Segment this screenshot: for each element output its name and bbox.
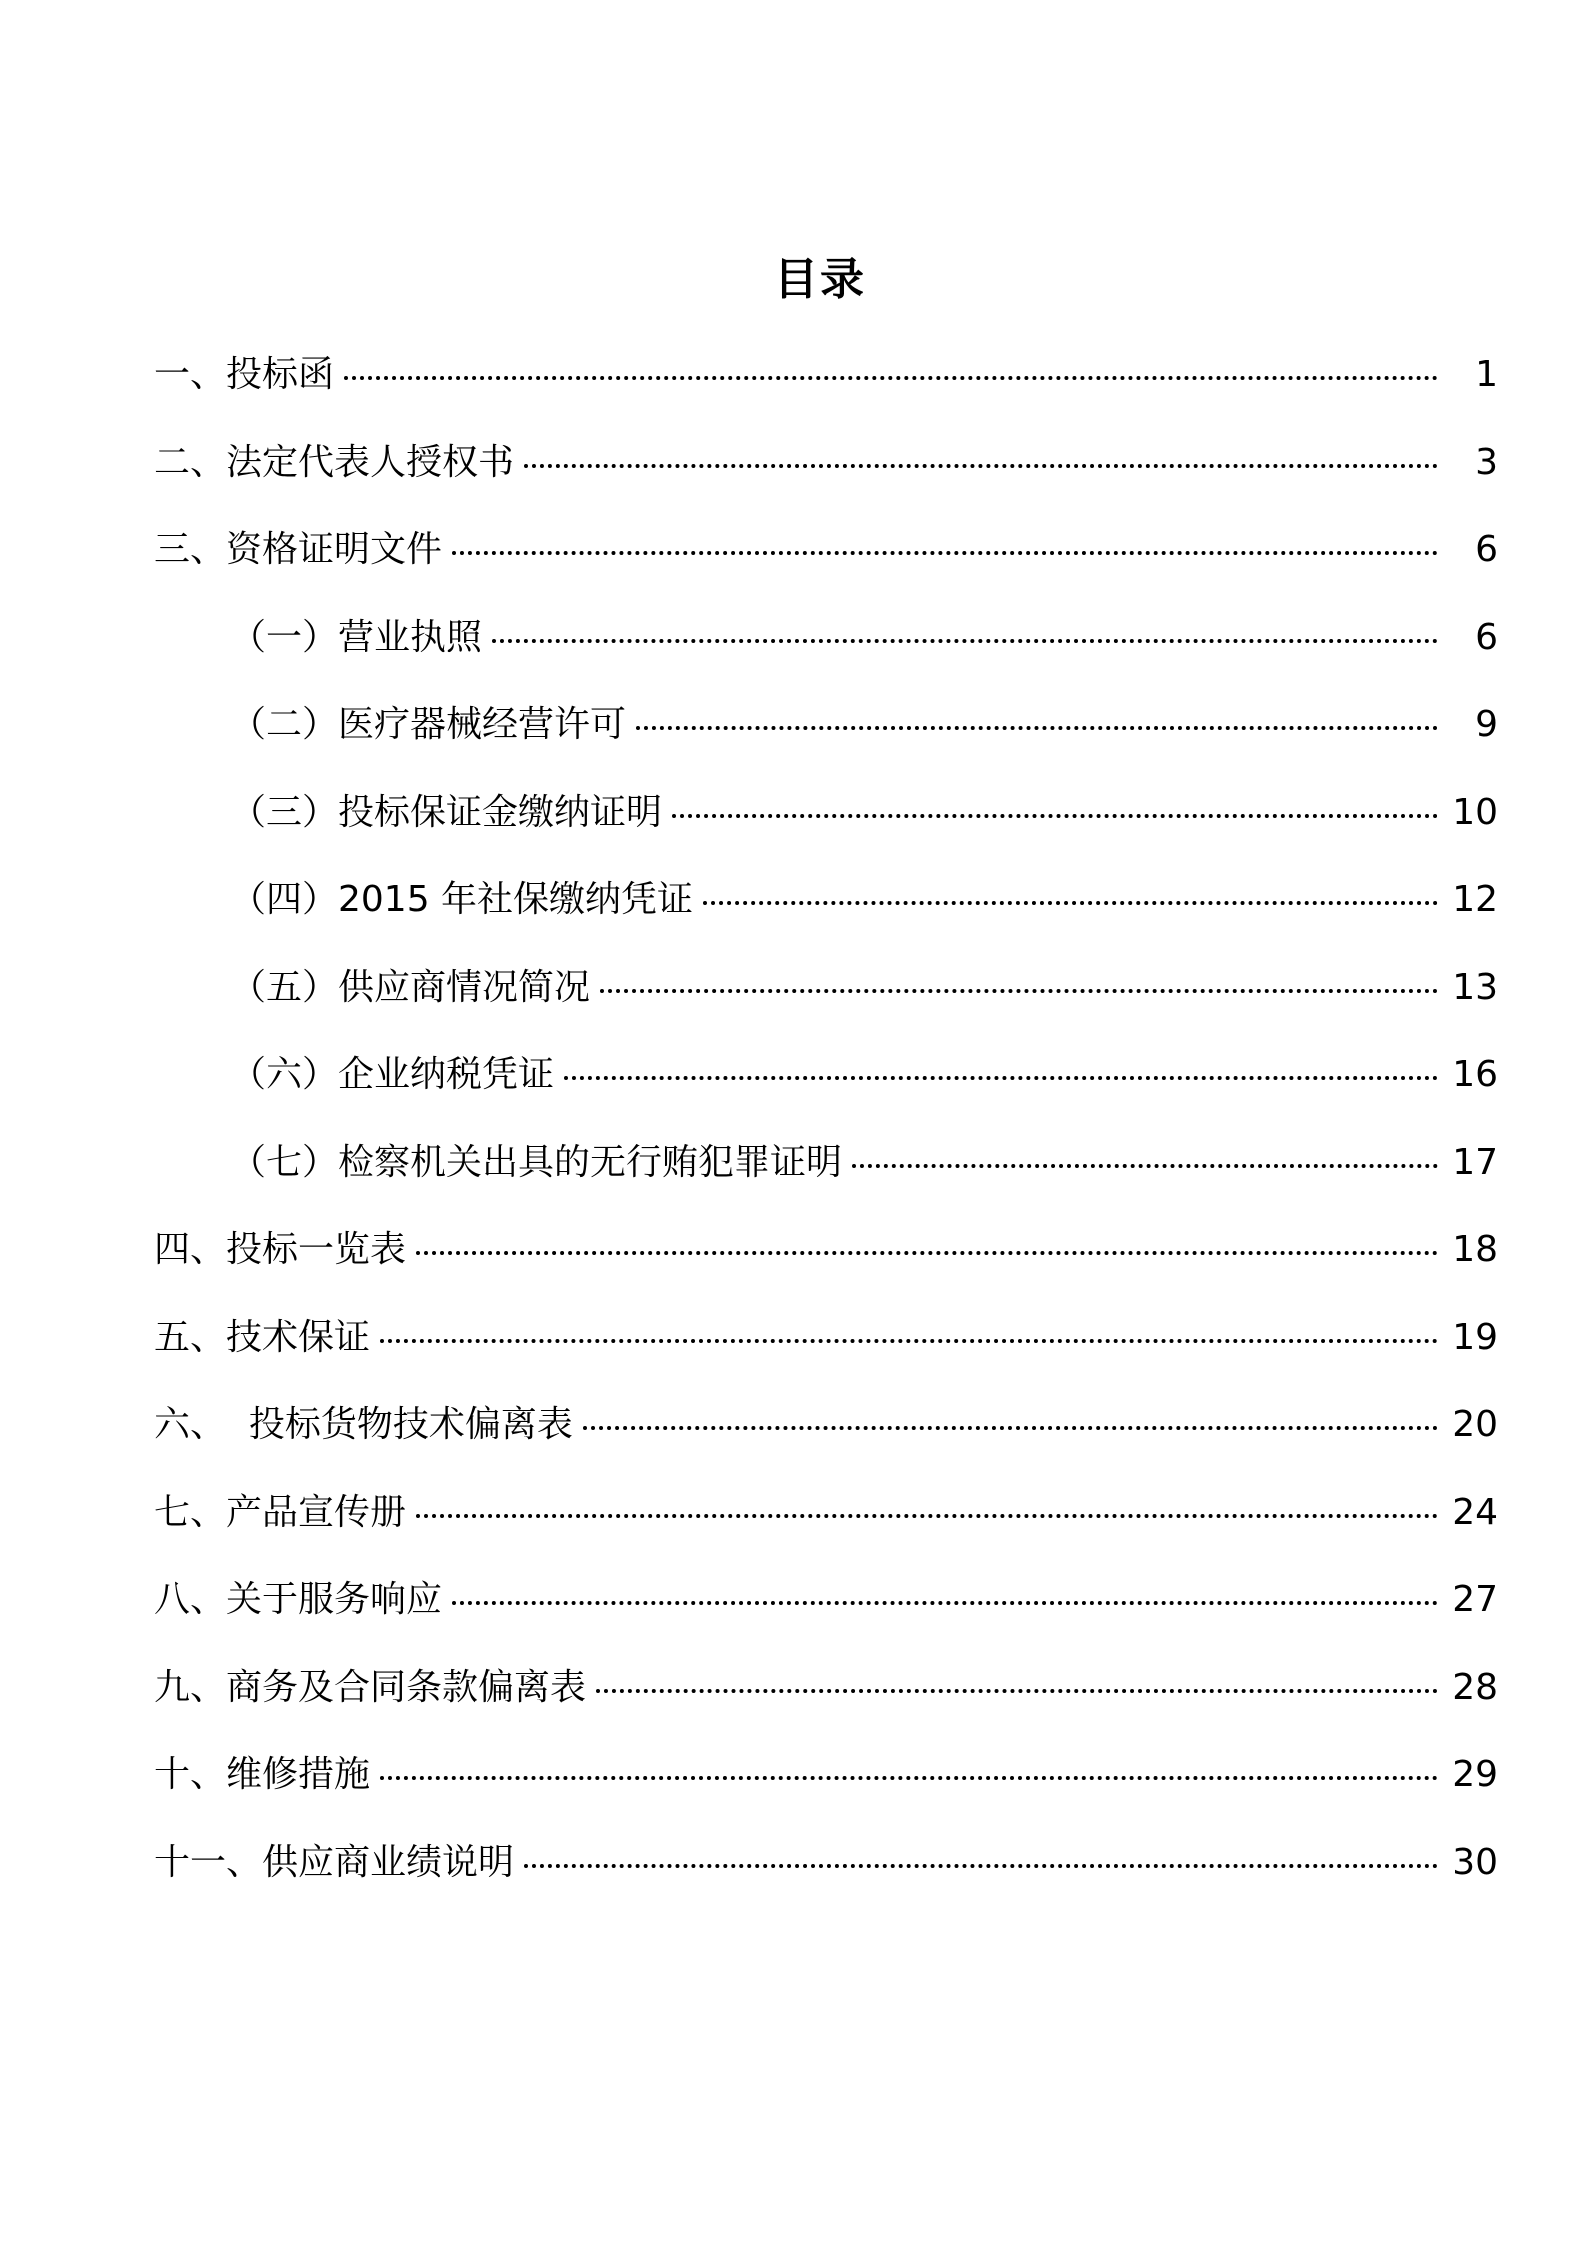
toc-dot-leader	[492, 639, 1438, 643]
toc-dot-leader	[416, 1514, 1438, 1518]
toc-subentry[interactable]	[154, 1045, 1498, 1133]
toc-subentry[interactable]	[154, 783, 1498, 871]
toc-entry-page: 16	[1452, 1054, 1498, 1095]
toc-entry[interactable]	[154, 1220, 1498, 1308]
toc-list	[154, 345, 1498, 1920]
toc-entry-page: 6	[1475, 616, 1498, 658]
toc-entry-page: 30	[1452, 1841, 1498, 1883]
toc-entry-label: 八、关于服务响应	[154, 1579, 443, 1620]
toc-dot-leader	[380, 1339, 1438, 1343]
toc-dot-leader	[703, 901, 1438, 905]
toc-dot-leader	[596, 1689, 1438, 1693]
toc-entry-page: 24	[1452, 1491, 1498, 1533]
toc-entry-label: 一、投标函	[154, 354, 335, 395]
toc-entry-page: 3	[1475, 441, 1498, 483]
toc-entry-label: （五）供应商情况简况	[230, 966, 591, 1008]
toc-entry[interactable]	[154, 1395, 1498, 1483]
toc-entry-page: 18	[1452, 1229, 1498, 1270]
toc-dot-leader	[416, 1251, 1438, 1255]
toc-subentry[interactable]	[154, 958, 1498, 1046]
toc-dot-leader	[583, 1426, 1438, 1430]
toc-entry-label: （一）营业执照	[230, 616, 483, 658]
toc-entry-label: 二、法定代表人授权书	[154, 441, 515, 483]
toc-entry-page: 19	[1452, 1316, 1498, 1358]
toc-entry-label: 七、产品宣传册	[154, 1491, 407, 1533]
toc-entry[interactable]	[154, 520, 1498, 608]
toc-dot-leader	[852, 1164, 1438, 1168]
toc-subentry[interactable]	[154, 695, 1498, 783]
toc-entry-label: 五、技术保证	[154, 1316, 371, 1358]
toc-entry-page: 17	[1452, 1141, 1498, 1183]
toc-entry-label: 六、 投标货物技术偏离表	[154, 1404, 573, 1445]
toc-entry-label: （六）企业纳税凭证	[230, 1054, 555, 1095]
toc-entry-page: 29	[1452, 1754, 1498, 1795]
toc-entry[interactable]	[154, 1745, 1498, 1833]
toc-entry[interactable]	[154, 1833, 1498, 1921]
toc-dot-leader	[636, 726, 1438, 730]
toc-entry[interactable]	[154, 1570, 1498, 1658]
toc-dot-leader	[380, 1776, 1438, 1780]
toc-entry-page: 20	[1452, 1404, 1498, 1445]
toc-entry[interactable]	[154, 1308, 1498, 1396]
toc-entry-page: 6	[1475, 529, 1498, 570]
toc-dot-leader	[524, 1864, 1438, 1868]
toc-entry-page: 28	[1452, 1666, 1498, 1708]
toc-title: 目录	[774, 254, 866, 305]
toc-entry[interactable]	[154, 1658, 1498, 1746]
toc-entry-page: 27	[1452, 1579, 1498, 1620]
toc-entry-label: 九、商务及合同条款偏离表	[154, 1666, 587, 1708]
toc-entry-label: 三、资格证明文件	[154, 529, 443, 570]
toc-entry-label: 十、维修措施	[154, 1754, 371, 1795]
toc-entry-label: （四）2015 年社保缴纳凭证	[230, 879, 694, 920]
toc-subentry[interactable]	[154, 1133, 1498, 1221]
toc-dot-leader	[452, 551, 1438, 555]
toc-entry-page: 1	[1475, 354, 1498, 395]
toc-entry-label: 四、投标一览表	[154, 1229, 407, 1270]
toc-subentry[interactable]	[154, 870, 1498, 958]
toc-dot-leader	[564, 1076, 1438, 1080]
toc-entry-label: （七）检察机关出具的无行贿犯罪证明	[230, 1141, 843, 1183]
toc-dot-leader	[600, 989, 1438, 993]
toc-entry[interactable]	[154, 345, 1498, 433]
toc-entry-page: 9	[1475, 704, 1498, 745]
toc-entry-page: 10	[1452, 791, 1498, 833]
toc-dot-leader	[524, 464, 1438, 468]
toc-entry-label: （三）投标保证金缴纳证明	[230, 791, 663, 833]
toc-entry[interactable]	[154, 1483, 1498, 1571]
toc-entry-page: 12	[1452, 879, 1498, 920]
toc-entry-label: （二）医疗器械经营许可	[230, 704, 627, 745]
toc-entry-label: 十一、供应商业绩说明	[154, 1841, 515, 1883]
toc-entry-page: 13	[1452, 966, 1498, 1008]
toc-subentry[interactable]	[154, 608, 1498, 696]
toc-dot-leader	[344, 376, 1438, 380]
toc-dot-leader	[672, 814, 1438, 818]
toc-dot-leader	[452, 1601, 1438, 1605]
toc-entry[interactable]	[154, 433, 1498, 521]
